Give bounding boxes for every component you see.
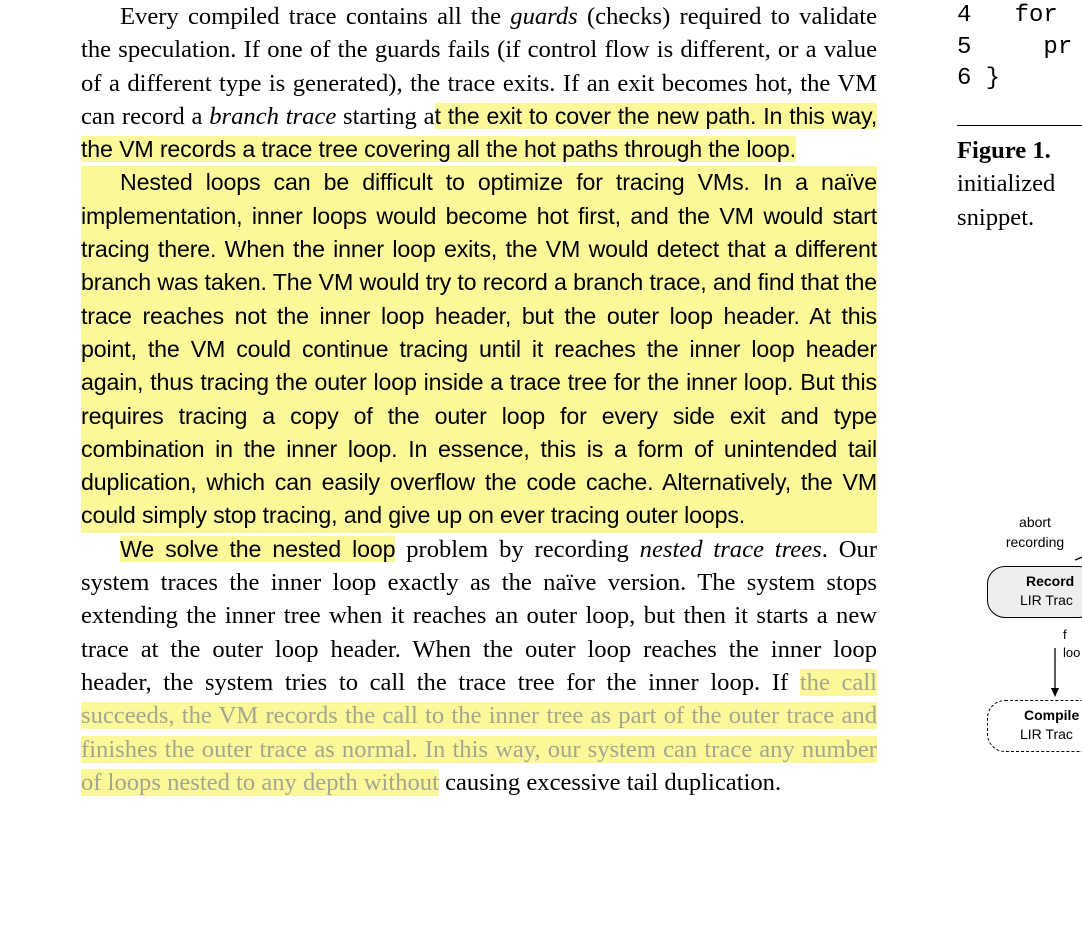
- figure-caption: Figure 1. initialized snippet.: [957, 137, 1056, 231]
- highlight-segment[interactable]: We solve the nested loop: [120, 535, 396, 562]
- paragraph-nested-trace-trees: We solve the nested loop problem by recording nested trace trees. Our system traces the inner loop exactly as the naïve version. The system stops extending the inner tree when it reaches an outer loop, but then it starts a new trace at the outer loop header. When the outer loop reaches the inner loop header, the system tries to call the trace tree for the inner loop. If the call succeeds, the VM records the call to the inner tree as part of the outer trace and finishes the outer trace as normal. In this way, our system can trace any number of loops nested to any depth without causing excessive tail duplication.: [81, 535, 878, 796]
- figure-label: Figure 1.: [957, 137, 1051, 164]
- paragraph-nested-loops[interactable]: Nested loops can be difficult to optimize for tracing VMs. In a naïve implementation, inner loops would become hot first, and the VM would start tracing there. When the inner loop exits, the VM would detect that a different branch was taken. The VM would try to record a branch trace, and find that the trace reaches not the inner loop header, but the outer loop header. At this point, the VM could continue tracing until it reaches the inner loop header again, thus tracing the outer loop inside a trace tree for the inner loop. But this requires tracing a copy of the outer loop for every side exit and type combination in the inner loop. In essence, this is a form of unintended tail duplication, which can easily overflow the code cache. Alternatively, the VM could simply stop tracing, and give up on ever tracing outer loops.: [81, 166, 877, 532]
- highlight-segment[interactable]: t the exit to cover the new path. In this way, the VM records a trace tree covering all the hot paths through the loop.: [81, 102, 878, 163]
- state-diagram: [985, 500, 1082, 770]
- compile-lir-trace-node: Compile LIR Trac: [987, 700, 1082, 752]
- edge-label: f loo: [1063, 627, 1081, 660]
- code-line: 6 }: [957, 65, 1001, 92]
- figure-divider: [957, 125, 1082, 126]
- code-listing: [957, 0, 1072, 95]
- code-line: 5 pr: [957, 33, 1073, 61]
- highlight-segment-faded[interactable]: the call succeeds, the VM records the call to the inner tree as part of the outer trace and finishes the outer trace as normal. In this way, our system can trace any number of loops nested to any depth without: [81, 668, 877, 796]
- article-column: [81, 0, 877, 799]
- record-lir-trace-node: Record LIR Trac: [987, 566, 1082, 618]
- abort-recording-label: abort recording: [1005, 514, 1065, 550]
- code-line: 4 for: [957, 2, 1058, 29]
- paragraph-guards: Every compiled trace contains all the guards (checks) required to validate the speculation. If one of the guards fails (if control flow is different, or a value of a different type is generated), the trace exits. If an exit becomes hot, the VM can record a branch trace starting at the exit to cover the new path. In this way, the VM records a trace tree covering all the hot paths through the loop.: [81, 3, 878, 163]
